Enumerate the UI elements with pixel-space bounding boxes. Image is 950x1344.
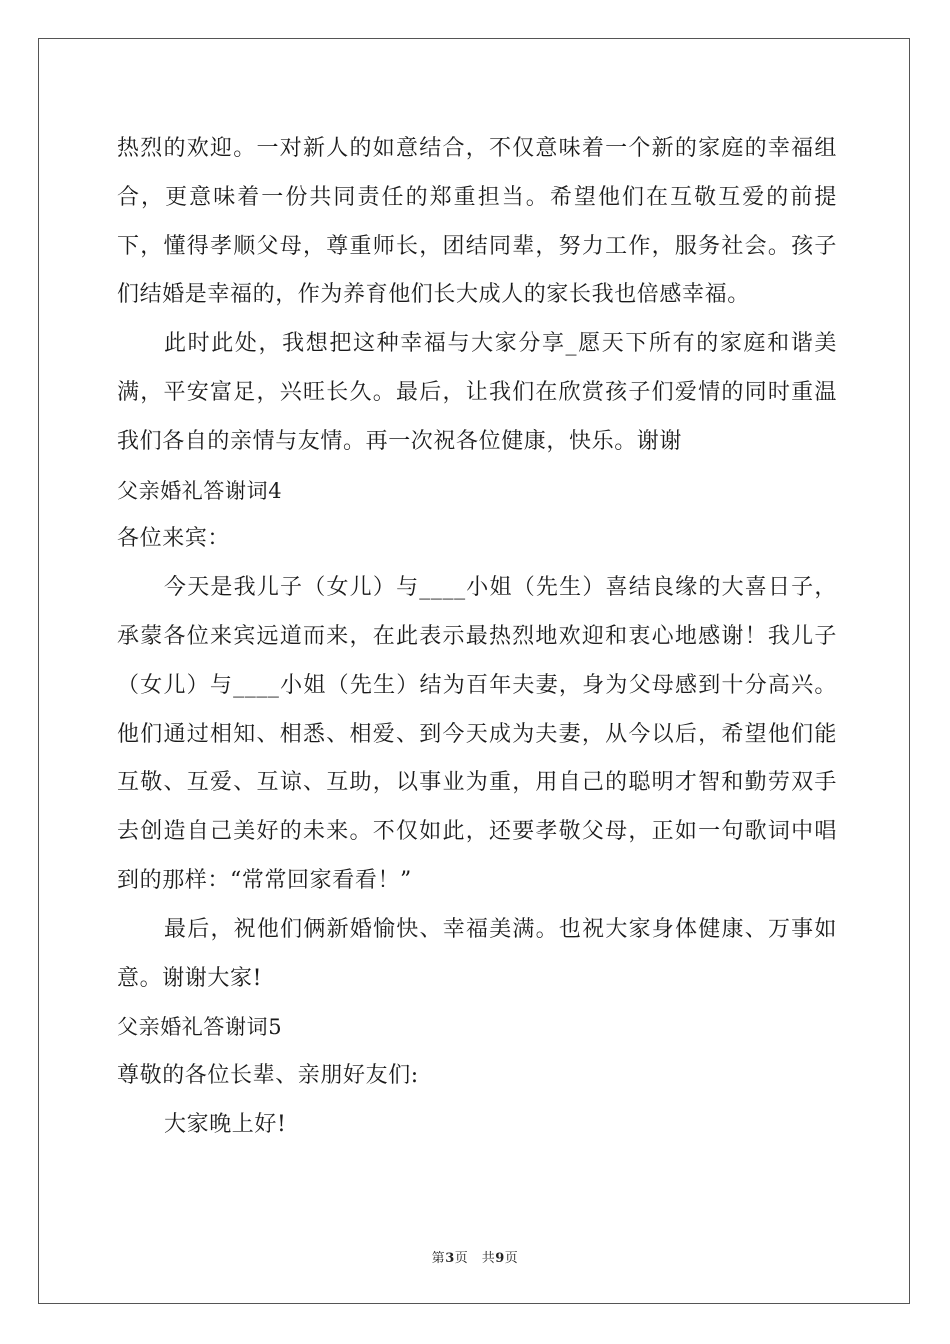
- footer-prefix: 第: [431, 1251, 446, 1266]
- greeting-5: 大家晚上好!: [164, 1111, 287, 1137]
- salutation-4: 各位来宾：: [117, 526, 231, 552]
- paragraph-2: 此时此处，我想把这种幸福与大家分享_愿天下所有的家庭和谐美满，平安富足，兴旺长久。最后，让我们在欣赏孩子们爱情的同时重温我们各自的亲情与友情。再一次祝各位健康，快乐。谢谢: [117, 331, 837, 454]
- page-footer: [0, 1247, 950, 1266]
- footer-suffix: 页: [504, 1251, 519, 1266]
- total-page-number: 9: [495, 1251, 505, 1266]
- section-heading-4: 父亲婚礼答谢词4: [117, 478, 283, 503]
- paragraph-4-2: 最后，祝他们俩新婚愉快、幸福美满。也祝大家身体健康、万事如意。谢谢大家!: [117, 916, 837, 991]
- salutation-5: 尊敬的各位长辈、亲朋好友们:: [117, 1063, 419, 1089]
- document-body: [117, 125, 837, 1150]
- paragraph-1: 热烈的欢迎。一对新人的如意结合，不仅意味着一个新的家庭的幸福组合，更意味着一份共同责任的郑重担当。希望他们在互敬互爱的前提下，懂得孝顺父母，尊重师长，团结同辈，努力工作，服务社会。孩子们结婚是幸福的，作为养育他们长大成人的家长我也倍感幸福。: [117, 136, 837, 308]
- current-page-number: 3: [445, 1251, 455, 1266]
- section-heading-5: 父亲婚礼答谢词5: [117, 1015, 283, 1040]
- footer-middle: 页 共: [454, 1251, 496, 1266]
- paragraph-4-1: 今天是我儿子（女儿）与____小姐（先生）喜结良缘的大喜日子，承蒙各位来宾远道而来，在此表示最热烈地欢迎和衷心地感谢！我儿子（女儿）与____小姐（先生）结为百年夫妻，身为父母感到十分高兴。他们通过相知、相悉、相爱、到今天成为夫妻，从今以后，希望他们能互敬、互爱、互谅、互助，以事业为重，用自己的聪明才智和勤劳双手去创造自己美好的未来。不仅如此，还要孝敬父母，正如一句歌词中唱到的那样：“常常回家看看！”: [117, 575, 837, 893]
